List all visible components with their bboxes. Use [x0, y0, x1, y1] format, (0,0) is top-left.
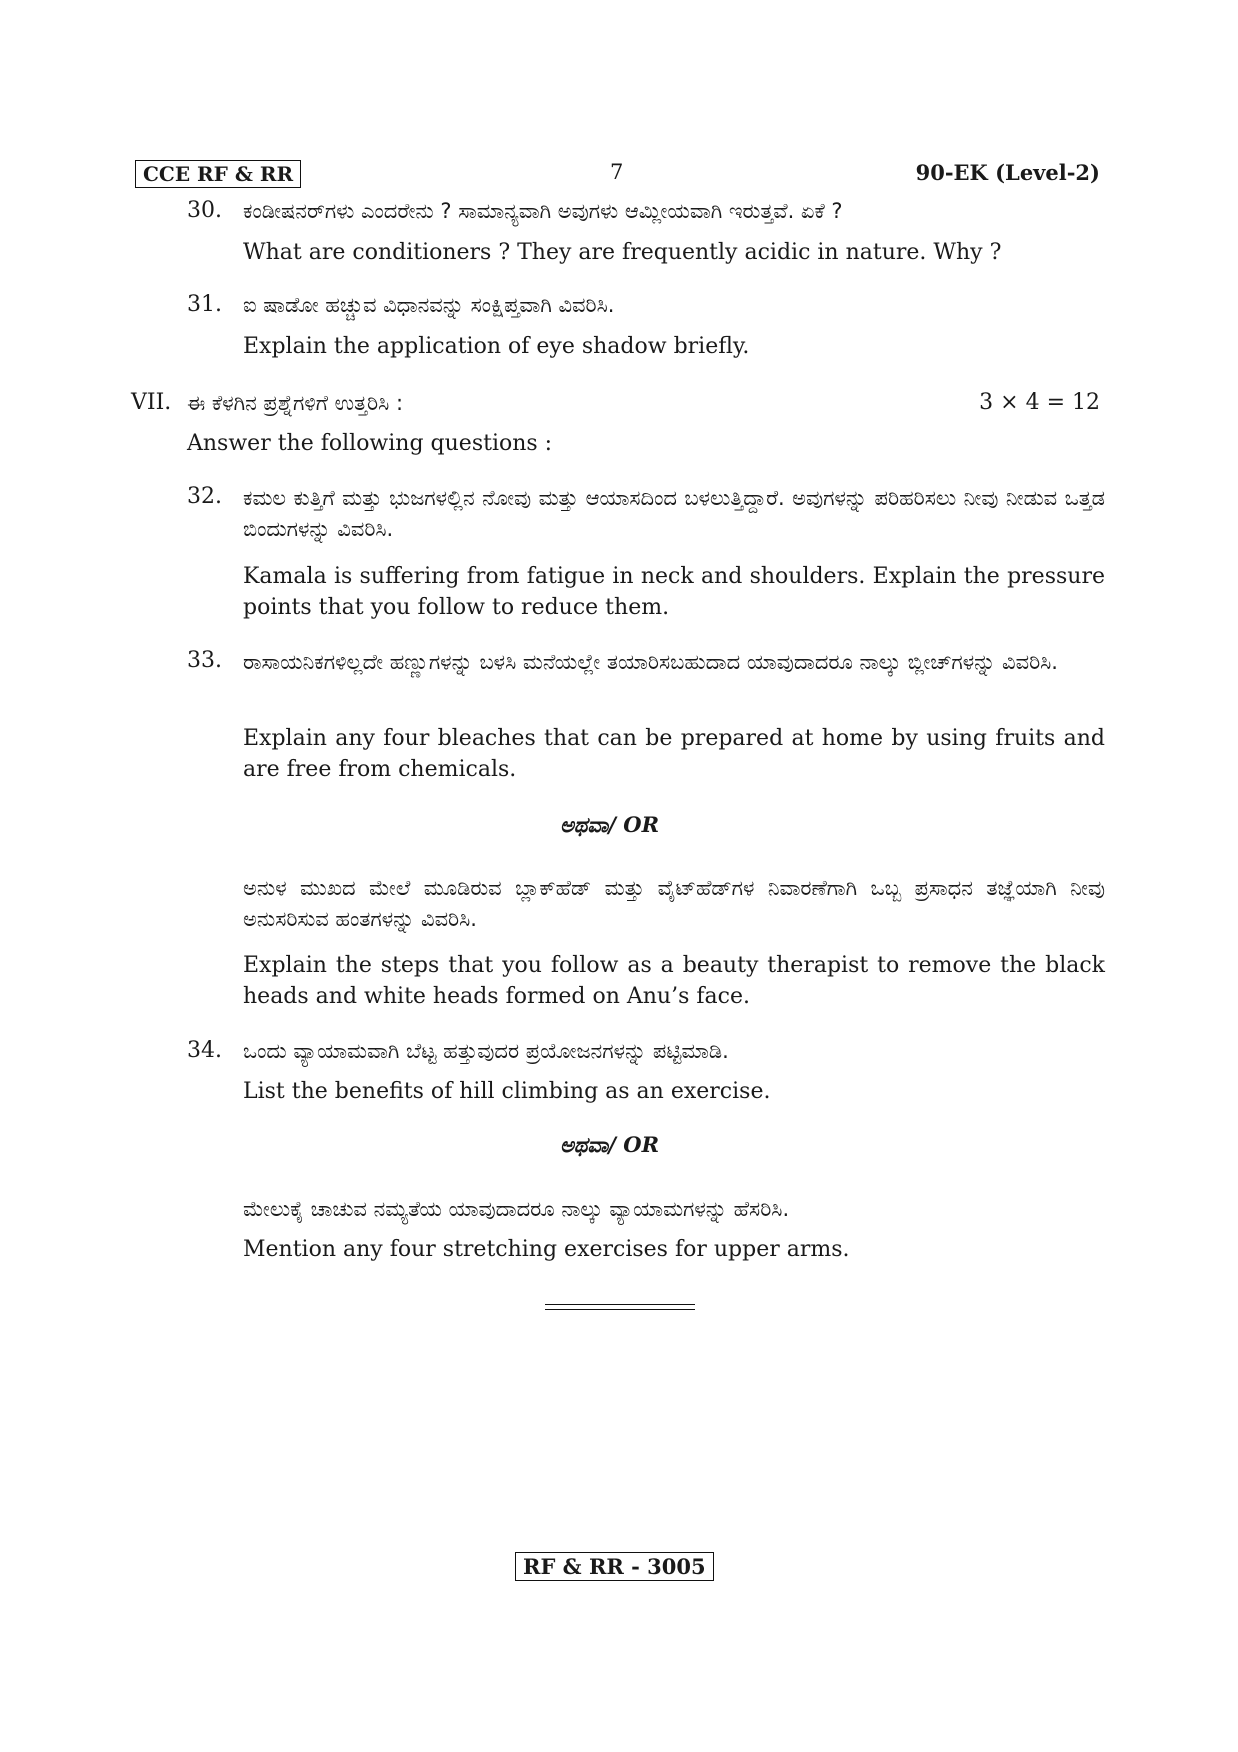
question-30-english: What are conditioners ? They are frequently acidic in nature. Why ?: [243, 240, 1002, 265]
question-31-english: Explain the application of eye shadow briefly.: [243, 334, 750, 359]
section-vii-marks: 3 × 4 = 12: [979, 390, 1100, 415]
question-32-kannada: ಕಮಲ ಕುತ್ತಿಗೆ ಮತ್ತು ಭುಜಗಳಲ್ಲಿನ ನೋವು ಮತ್ತು ಆಯಾಸದಿಂದ ಬಳಲುತ್ತಿದ್ದಾರೆ. ಅವುಗಳನ್ನು ಪರಿಹರಿಸಲು ನೀವು ನೀಡುವ ಒತ್ತಡ ಬಿಂದುಗಳನ್ನು ವಿವರಿಸಿ.: [243, 486, 1105, 541]
question-number-34: 34.: [187, 1038, 222, 1063]
question-34-alt-english: Mention any four stretching exercises for upper arms.: [243, 1237, 850, 1262]
header-left-box: CCE RF & RR: [135, 160, 301, 188]
question-31-kannada: ಐ ಷಾಡೋ ಹಚ್ಚುವ ವಿಧಾನವನ್ನು ಸಂಕ್ಷಿಪ್ತವಾಗಿ ವಿವರಿಸಿ.: [243, 293, 615, 317]
question-34-alt-kannada: ಮೇಲುಕೈ ಚಾಚುವ ನಮ್ಯತೆಯ ಯಾವುದಾದರೂ ನಾಲ್ಕು ವ್ಯಾಯಾಮಗಳನ್ನು ಹೆಸರಿಸಿ.: [243, 1197, 790, 1221]
section-vii-english: Answer the following questions :: [187, 431, 553, 456]
question-30-kannada: ಕಂಡೀಷನರ್‌ಗಳು ಎಂದರೇನು ? ಸಾಮಾನ್ಯವಾಗಿ ಅವುಗಳು ಆಮ್ಲೀಯವಾಗಿ ಇರುತ್ತವೆ. ಏಕೆ ?: [243, 199, 843, 223]
question-number-33: 33.: [187, 648, 222, 673]
question-number-32: 32.: [187, 484, 222, 509]
section-number-vii: VII.: [131, 390, 172, 415]
end-double-rule: [545, 1304, 695, 1310]
footer-code-box: RF & RR - 3005: [515, 1552, 714, 1581]
or-separator-34: ಅಥವಾ/ OR: [560, 1132, 660, 1157]
question-32-english: Kamala is suffering from fatigue in neck and shoulders. Explain the pressure points that you follow to reduce them.: [243, 564, 1105, 620]
question-33-alt-english: Explain the steps that you follow as a beauty therapist to remove the black heads and white heads formed on Anu’s face.: [243, 953, 1105, 1009]
question-33-alt-kannada: ಅನುಳ ಮುಖದ ಮೇಲೆ ಮೂಡಿರುವ ಬ್ಲಾಕ್‌ಹೆಡ್ ಮತ್ತು ವೈಟ್‌ಹೆಡ್‌ಗಳ ನಿವಾರಣೆಗಾಗಿ ಒಬ್ಬ ಪ್ರಸಾಧನ ತಜ್ಞೆಯಾಗಿ ನೀವು ಅನುಸರಿಸುವ ಹಂತಗಳನ್ನು ವಿವರಿಸಿ.: [243, 876, 1105, 931]
question-33-kannada: ರಾಸಾಯನಿಕಗಳಿಲ್ಲದೇ ಹಣ್ಣುಗಳನ್ನು ಬಳಸಿ ಮನೆಯಲ್ಲೇ ತಯಾರಿಸಬಹುದಾದ ಯಾವುದಾದರೂ ನಾಲ್ಕು ಬ್ಲೀಚ್‌ಗಳನ್ನು ವಿವರಿಸಿ.: [243, 650, 1058, 674]
question-number-30: 30.: [187, 198, 222, 223]
page-number: 7: [610, 160, 624, 184]
question-34-kannada: ಒಂದು ವ್ಯಾಯಾಮವಾಗಿ ಬೆಟ್ಟ ಹತ್ತುವುದರ ಪ್ರಯೋಜನಗಳನ್ನು ಪಟ್ಟಿಮಾಡಿ.: [243, 1039, 729, 1063]
section-vii-kannada: ಈ ಕೆಳಗಿನ ಪ್ರಶ್ನೆಗಳಿಗೆ ಉತ್ತರಿಸಿ :: [187, 391, 404, 415]
question-33-english: Explain any four bleaches that can be prepared at home by using fruits and are free from chemicals.: [243, 726, 1105, 782]
question-34-english: List the benefits of hill climbing as an exercise.: [243, 1079, 771, 1104]
question-number-31: 31.: [187, 292, 222, 317]
header-right-code: 90-EK (Level-2): [915, 160, 1100, 185]
or-separator-33: ಅಥವಾ/ OR: [560, 812, 660, 837]
